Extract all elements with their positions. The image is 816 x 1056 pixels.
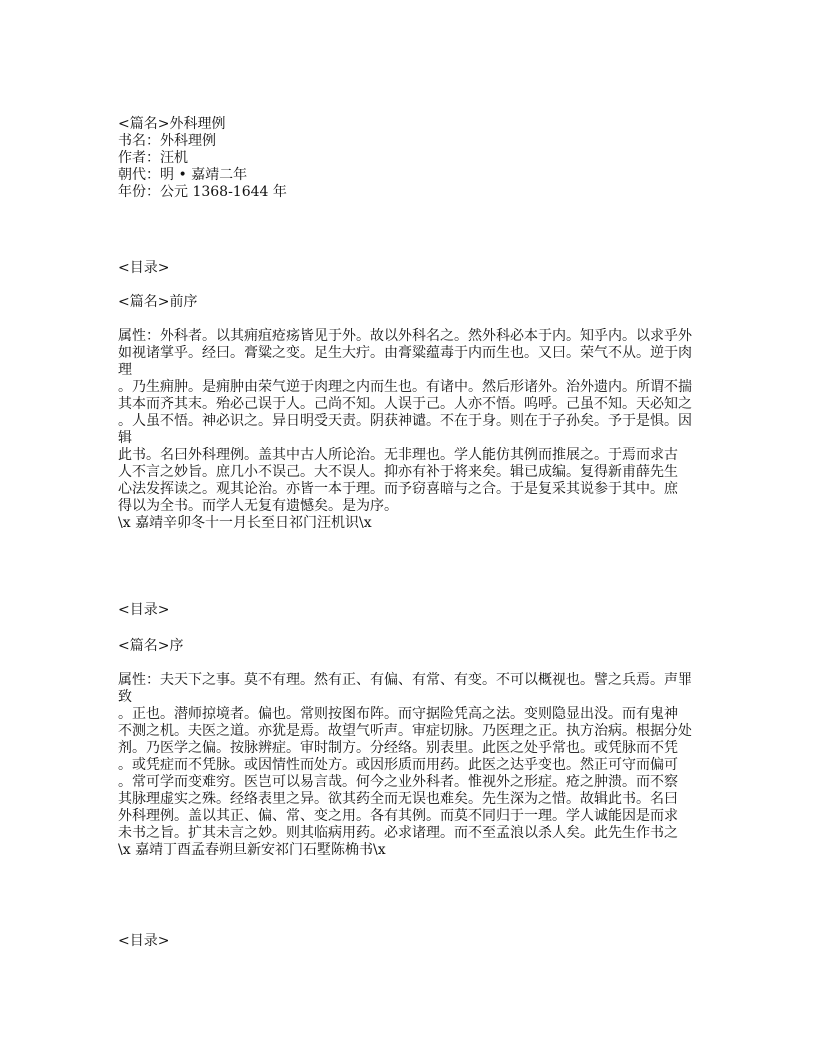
text-line: 。乃生痈肿。是痈肿由荣气逆于肉理之内而生也。有诸中。然后形诸外。治外遗内。所谓不揣 <box>118 379 692 395</box>
toc-link: <目录> <box>118 602 170 618</box>
text-line: 此书。名曰外科理例。盖其中古人所论治。无非理也。学人能仿其例而推展之。于焉而求古 <box>118 447 678 463</box>
text-line: 属性：夫天下之事。莫不有理。然有正、有偏、有常、有变。不可以概视也。譬之兵焉。声罪 <box>118 672 692 688</box>
text-line: 致 <box>118 689 132 705</box>
text-line: 。或凭症而不凭脉。或因情性而处方。或因形质而用药。此医之达乎变也。然正可守而偏可 <box>118 757 678 773</box>
text-line: 未书之旨。扩其未言之妙。则其临病用药。必求诸理。而不至孟浪以杀人矣。此先生作书之 <box>118 825 678 841</box>
section-body <box>118 672 692 859</box>
text-line: 其本而齐其末。殆必己误于人。己尚不知。人误于己。人亦不悟。呜呼。己虽不知。天必知之 <box>118 396 692 412</box>
text-line: \x 嘉靖丁酉孟春朔旦新安祁门石墅陈桷书\x <box>118 842 386 858</box>
author: 作者：汪机 <box>118 150 188 166</box>
book-metadata <box>118 116 287 201</box>
text-line: 。人虽不悟。神必识之。异日明受天责。阴获神谴。不在于身。则在于子孙矣。予于是惧。因 <box>118 413 692 429</box>
book-name: 书名：外科理例 <box>118 133 216 149</box>
section-title: <篇名>前序 <box>118 294 198 310</box>
text-line: 理 <box>118 362 132 378</box>
toc-link: <目录> <box>118 260 170 276</box>
dynasty: 朝代：明 • 嘉靖二年 <box>118 167 248 183</box>
year: 年份：公元 1368-1644 年 <box>118 184 287 200</box>
text-line: \x 嘉靖辛卯冬十一月长至日祁门汪机识\x <box>118 515 372 531</box>
section-title: <篇名>序 <box>118 638 184 654</box>
text-line: 其脉理虚实之殊。经络表里之异。欲其药全而无误也难矣。先生深为之惜。故辑此书。名曰 <box>118 791 678 807</box>
text-line: 外科理例。盖以其正、偏、常、变之用。各有其例。而莫不同归于一理。学人诚能因是而求 <box>118 808 678 824</box>
text-line: 属性：外科者。以其痈疽疮疡皆见于外。故以外科名之。然外科必本于内。知乎内。以求乎外 <box>118 328 692 344</box>
chapter-title: <篇名>外科理例 <box>118 116 226 132</box>
text-line: 剂。乃医学之偏。按脉辨症。审时制方。分经络。别表里。此医之处乎常也。或凭脉而不凭 <box>118 740 678 756</box>
text-line: 。正也。潜师掠境者。偏也。常则按图布阵。而守据险凭高之法。变则隐显出没。而有鬼神 <box>118 706 678 722</box>
text-line: 得以为全书。而学人无复有遗憾矣。是为序。 <box>118 498 398 514</box>
text-line: 人不言之妙旨。庶几小不误己。大不误人。抑亦有补于将来矣。辑已成编。复得新甫薛先生 <box>118 464 678 480</box>
text-line: 。常可学而变难穷。医岂可以易言哉。何今之业外科者。惟视外之形症。疮之肿溃。而不察 <box>118 774 678 790</box>
text-line: 心法发挥读之。观其论治。亦皆一本于理。而予窃喜暗与之合。于是复采其说参于其中。庶 <box>118 481 678 497</box>
text-line: 辑 <box>118 430 132 446</box>
text-line: 如视诸掌乎。经曰。膏粱之变。足生大疔。由膏粱蕴毒于内而生也。又曰。荣气不从。逆于肉 <box>118 345 692 361</box>
text-line: 不测之机。夫医之道。亦犹是焉。故望气听声。审症切脉。乃医理之正。执方治病。根据分处 <box>118 723 692 739</box>
section-body <box>118 328 692 532</box>
toc-link: <目录> <box>118 933 170 949</box>
